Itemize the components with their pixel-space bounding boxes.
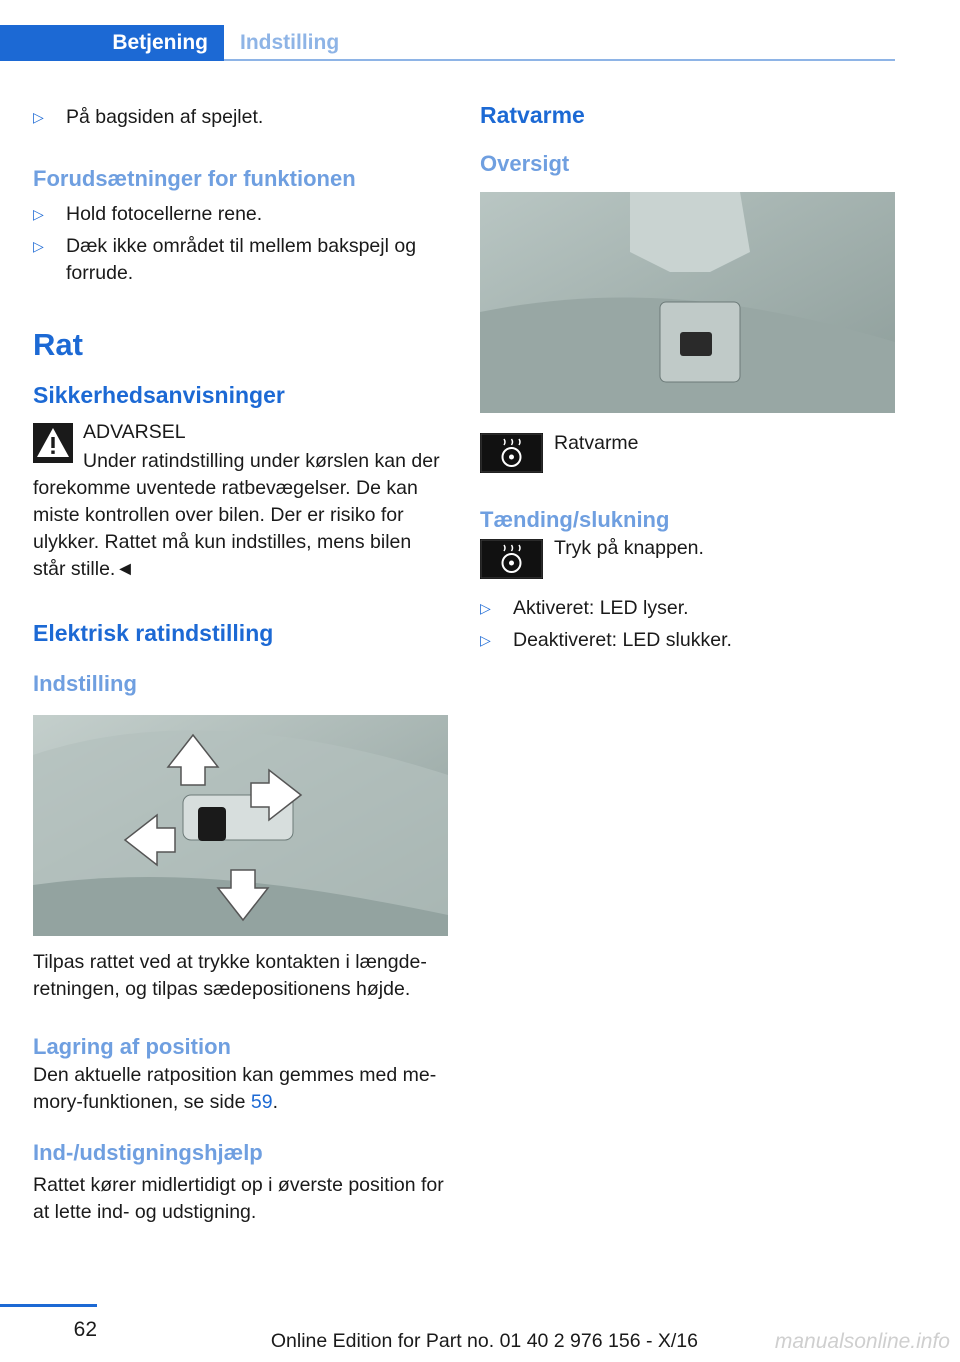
overview-heading: Oversigt bbox=[480, 151, 570, 176]
memory-heading: Lagring af position bbox=[33, 1034, 231, 1059]
watermark: manualsonline.info bbox=[774, 1330, 950, 1353]
list-item-text: Deaktiveret: LED slukker. bbox=[513, 629, 732, 651]
warning-label: ADVARSEL bbox=[83, 421, 186, 443]
steering-heat-photo bbox=[480, 192, 895, 413]
icon-caption: Ratvarme bbox=[554, 432, 639, 454]
warning-block bbox=[33, 419, 448, 583]
header-tabs bbox=[0, 25, 895, 61]
memory-text bbox=[33, 1062, 448, 1116]
list-item-text: Hold fotocellerne rene. bbox=[66, 203, 263, 225]
memory-text-main: Den aktuelle ratposition kan gemmes med memory-funktionen, se side bbox=[33, 1064, 437, 1113]
right-column bbox=[480, 100, 895, 654]
list-item bbox=[480, 627, 895, 654]
list-item-text: Aktiveret: LED lyser. bbox=[513, 597, 689, 619]
steering-wheel-heat-icon[interactable] bbox=[480, 539, 543, 579]
tab-indstilling[interactable]: Indstilling bbox=[240, 31, 340, 54]
adjust-heading: Indstilling bbox=[33, 671, 137, 696]
tab-betjening[interactable]: Betjening bbox=[0, 25, 224, 61]
heat-button-row bbox=[480, 433, 895, 473]
list-item-text: På bagsiden af spejlet. bbox=[66, 106, 264, 128]
section-heading-functions: Forudsætninger for funktionen bbox=[33, 166, 356, 191]
footer-rule bbox=[0, 1304, 97, 1307]
header-rule bbox=[224, 59, 895, 61]
steering-adjust-photo bbox=[33, 715, 448, 936]
memory-text-end: . bbox=[272, 1091, 278, 1113]
adjust-text: Tilpas rattet ved at trykke kontakten i længderetningen, og tilpas sædepositionens højde. bbox=[33, 951, 427, 1000]
bullet-triangle-icon: ▷ bbox=[33, 238, 44, 254]
page-number: 62 bbox=[73, 1318, 97, 1341]
bullet-triangle-icon: ▷ bbox=[33, 206, 44, 222]
warning-text: Under ratindstilling under kørslen kan der forekomme uventede ratbevægelser. De kan miste kontrollen over bilen. Der er risiko for ulykker. Rattet må kun indstilles, mens bilen står stille.◄ bbox=[33, 450, 440, 580]
bullet-triangle-icon: ▷ bbox=[480, 632, 491, 648]
steering-wheel-heat-icon bbox=[480, 433, 543, 473]
onoff-text: Tryk på knappen. bbox=[554, 537, 704, 559]
bullet-triangle-icon: ▷ bbox=[33, 109, 44, 125]
onoff-heading: Tænding/slukning bbox=[480, 507, 670, 532]
list-item-text: Dæk ikke området til mellem bakspejl og forrude. bbox=[66, 235, 417, 284]
chapter-title: Rat bbox=[33, 327, 83, 362]
list-item bbox=[33, 233, 448, 287]
onoff-button-row bbox=[480, 539, 895, 579]
list-item bbox=[33, 201, 448, 228]
safety-heading: Sikkerhedsanvisninger bbox=[33, 382, 285, 408]
electric-heading: Elektrisk ratindstilling bbox=[33, 620, 274, 646]
page-59-link[interactable]: 59 bbox=[250, 1091, 273, 1113]
list-item bbox=[480, 595, 895, 622]
warning-triangle-icon bbox=[33, 423, 73, 463]
left-column bbox=[33, 100, 448, 1226]
entry-heading: Ind-/udstigningshjælp bbox=[33, 1140, 263, 1165]
bullet-triangle-icon: ▷ bbox=[480, 600, 491, 616]
heat-heading: Ratvarme bbox=[480, 102, 585, 128]
entry-text: Rattet kører midlertidigt op i øverste position for at lette ind- og udstigning. bbox=[33, 1174, 444, 1223]
edition-text: Online Edition for Part no. 01 40 2 976 156 - X/16 bbox=[270, 1330, 698, 1352]
list-item bbox=[33, 104, 448, 131]
